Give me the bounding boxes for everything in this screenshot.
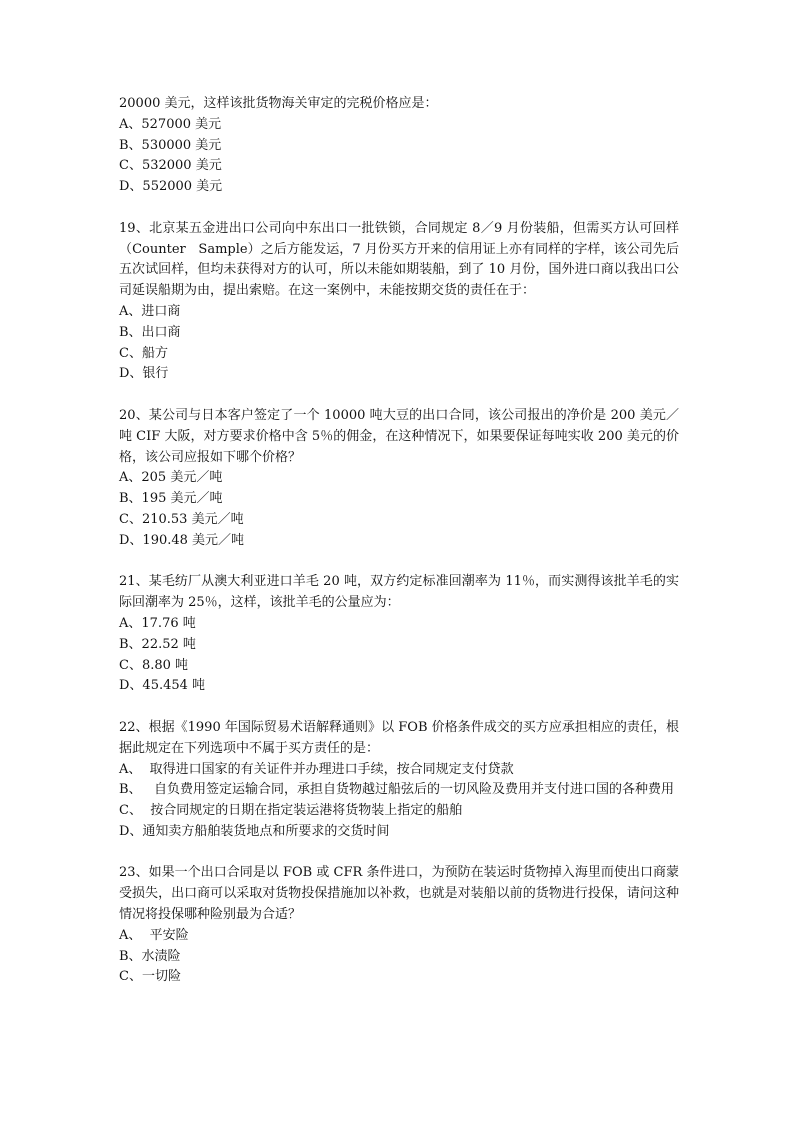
option-c: C、210.53 美元／吨: [119, 511, 244, 527]
question-stem: 20000 美元，这样该批货物海关审定的完税价格应是：: [119, 96, 438, 111]
question-21: [119, 572, 679, 697]
option-b: B、195 美元／吨: [119, 491, 223, 507]
question-stem: 23、如果一个出口合同是以 FOB 或 CFR 条件进口，为预防在装运时货物掉入海里而使出口商蒙受损失，出口商可以采取对货物投保措施加以补救，也就是对装船以前的货物进行投保，请问这种情况将投保哪种险别最为合适？: [119, 865, 679, 923]
question-block-fragment: [119, 94, 679, 198]
options-list: [119, 468, 679, 551]
option-d: D、银行: [119, 366, 169, 382]
option-c: C、船方: [119, 345, 168, 361]
options-list: [119, 760, 679, 843]
option-c: C、 按合同规定的日期在指定装运港将货物装上指定的船舶: [119, 803, 463, 819]
option-d: D、190.48 美元／吨: [119, 532, 245, 548]
option-d: D、552000 美元: [119, 179, 223, 195]
options-list: [119, 302, 679, 385]
question-22: [119, 718, 679, 843]
option-c: C、一切险: [119, 969, 181, 985]
option-a: A、 平安险: [119, 927, 189, 943]
option-a: A、 取得进口国家的有关证件并办理进口手续，按合同规定支付贷款: [119, 761, 514, 777]
option-a: A、17.76 吨: [119, 615, 196, 631]
question-stem: 22、根据《1990 年国际贸易术语解释通则》以 FOB 价格条件成交的买方应承担相应的责任，根据此规定在下列选项中不属于买方责任的是：: [119, 719, 679, 756]
options-list: [119, 926, 679, 988]
question-23: [119, 863, 679, 988]
option-d: D、45.454 吨: [119, 678, 206, 694]
question-stem: 21、某毛纺厂从澳大利亚进口羊毛 20 吨，双方约定标准回潮率为 11％，而实测得该批羊毛的实际回潮率为 25％，这样，该批羊毛的公量应为：: [119, 574, 679, 611]
option-a: A、进口商: [119, 303, 181, 319]
option-b: B、22.52 吨: [119, 636, 196, 652]
options-list: [119, 115, 679, 198]
question-19: [119, 219, 679, 385]
option-c: C、8.80 吨: [119, 657, 189, 673]
options-list: [119, 614, 679, 697]
option-b: B、 自负费用签定运输合同，承担自货物越过船弦后的一切风险及费用并支付进口国的各种费用: [119, 782, 674, 798]
document-page: [119, 94, 679, 988]
option-a: A、527000 美元: [119, 116, 222, 132]
option-b: B、出口商: [119, 324, 181, 340]
option-b: B、530000 美元: [119, 137, 222, 153]
question-stem: 20、某公司与日本客户签定了一个 10000 吨大豆的出口合同，该公司报出的净价是 200 美元／吨 CIF 大阪，对方要求价格中含 5％的佣金，在这种情况下，如果要保证每吨实收 200 美元的价格，该公司应报如下哪个价格？: [119, 407, 679, 465]
option-a: A、205 美元／吨: [119, 470, 223, 486]
option-c: C、532000 美元: [119, 158, 222, 174]
option-b: B、水渍险: [119, 948, 181, 964]
question-stem: 19、北京某五金进出口公司向中东出口一批铁锁，合同规定 8／9 月份装船，但需买方认可回样（Counter Sample）之后方能发运，7 月份买方开来的信用证上亦有同样的字样，该公司先后五次试回样，但均未获得对方的认可，所以未能如期装船，到了 10 月份，国外进口商以我出口公司延误船期为由，提出索赔。在这一案例中，未能按期交货的责任在于：: [119, 220, 679, 299]
option-d: D、通知卖方船舶装货地点和所要求的交货时间: [119, 823, 390, 839]
question-20: [119, 406, 679, 552]
